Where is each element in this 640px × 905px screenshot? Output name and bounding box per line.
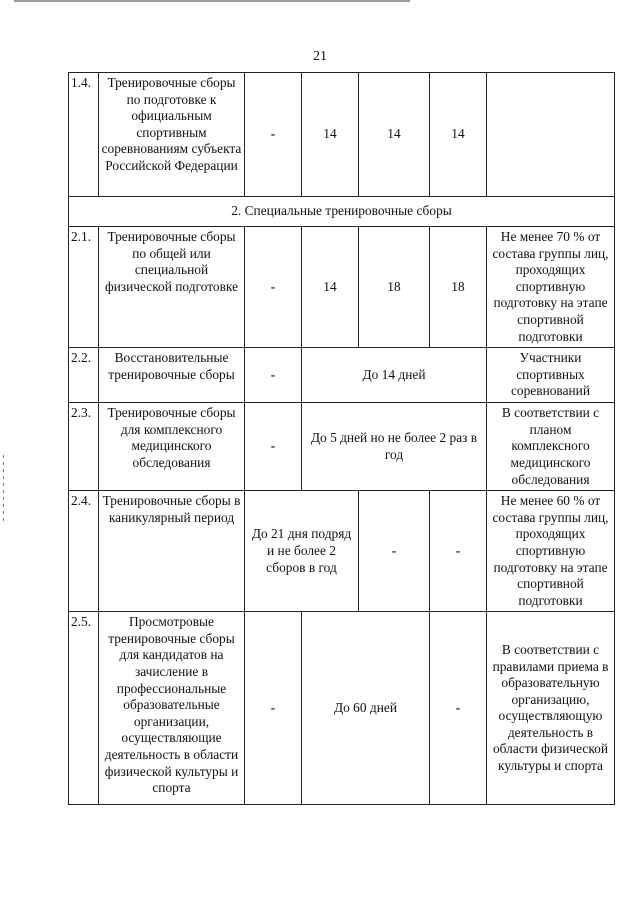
table-row xyxy=(69,348,615,403)
camp-name: Тренировочные сборы по общей или специальной физической подготовке xyxy=(99,227,245,348)
training-camps-table xyxy=(68,72,615,805)
value-cell: - xyxy=(245,73,302,197)
scan-margin-mark xyxy=(3,455,4,525)
row-number: 2.1. xyxy=(69,227,99,348)
camp-name: Восстановительные тренировочные сборы xyxy=(99,348,245,403)
value-cell: - xyxy=(245,348,302,403)
note-cell: Участники спортивных соревнований xyxy=(487,348,615,403)
value-cell: 14 xyxy=(430,73,487,197)
note-cell: Не менее 70 % от состава группы лиц, проходящих спортивную подготовку на этапе спортивной подготовки xyxy=(487,227,615,348)
camp-name: Просмотровые тренировочные сборы для кандидатов на зачисление в профессиональные образовательные организации, осуществляющие деятельность в области физической культуры и спорта xyxy=(99,612,245,805)
note-cell: В соответствии с планом комплексного медицинского обследования xyxy=(487,403,615,491)
value-cell: - xyxy=(245,227,302,348)
note-cell: В соответствии с правилами приема в образовательную организацию, осуществляющую деятельность в области физической культуры и спорта xyxy=(487,612,615,805)
table-row xyxy=(69,612,615,805)
page-number: 21 xyxy=(313,49,327,64)
value-cell: 14 xyxy=(359,73,430,197)
value-cell: - xyxy=(430,612,487,805)
table-row xyxy=(69,227,615,348)
section-row xyxy=(69,197,615,227)
merged-value-cell: До 14 дней xyxy=(302,348,487,403)
value-cell: - xyxy=(245,612,302,805)
note-cell: Не менее 60 % от состава группы лиц, проходящих спортивную подготовку на этапе спортивной подготовки xyxy=(487,491,615,612)
row-number: 2.4. xyxy=(69,491,99,612)
section-heading: 2. Специальные тренировочные сборы xyxy=(69,197,615,227)
value-cell: - xyxy=(359,491,430,612)
camp-name: Тренировочные сборы в каникулярный период xyxy=(99,491,245,612)
value-cell: - xyxy=(430,491,487,612)
value-cell: 14 xyxy=(302,227,359,348)
merged-value-cell: До 60 дней xyxy=(302,612,430,805)
row-number: 2.3. xyxy=(69,403,99,491)
value-cell: 18 xyxy=(359,227,430,348)
top-rule xyxy=(14,0,410,2)
merged-value-cell: До 5 дней но не более 2 раз в год xyxy=(302,403,487,491)
row-number: 2.2. xyxy=(69,348,99,403)
row-number: 2.5. xyxy=(69,612,99,805)
camp-name: Тренировочные сборы по подготовке к официальным спортивным соревнованиям субъекта Российской Федерации xyxy=(99,73,245,197)
value-cell: 14 xyxy=(302,73,359,197)
table-row xyxy=(69,73,615,197)
table-row xyxy=(69,491,615,612)
merged-value-cell: До 21 дня подряд и не более 2 сборов в год xyxy=(245,491,359,612)
value-cell: 18 xyxy=(430,227,487,348)
note-cell xyxy=(487,73,615,197)
camp-name: Тренировочные сборы для комплексного медицинского обследования xyxy=(99,403,245,491)
row-number: 1.4. xyxy=(69,73,99,197)
table-row xyxy=(69,403,615,491)
value-cell: - xyxy=(245,403,302,491)
